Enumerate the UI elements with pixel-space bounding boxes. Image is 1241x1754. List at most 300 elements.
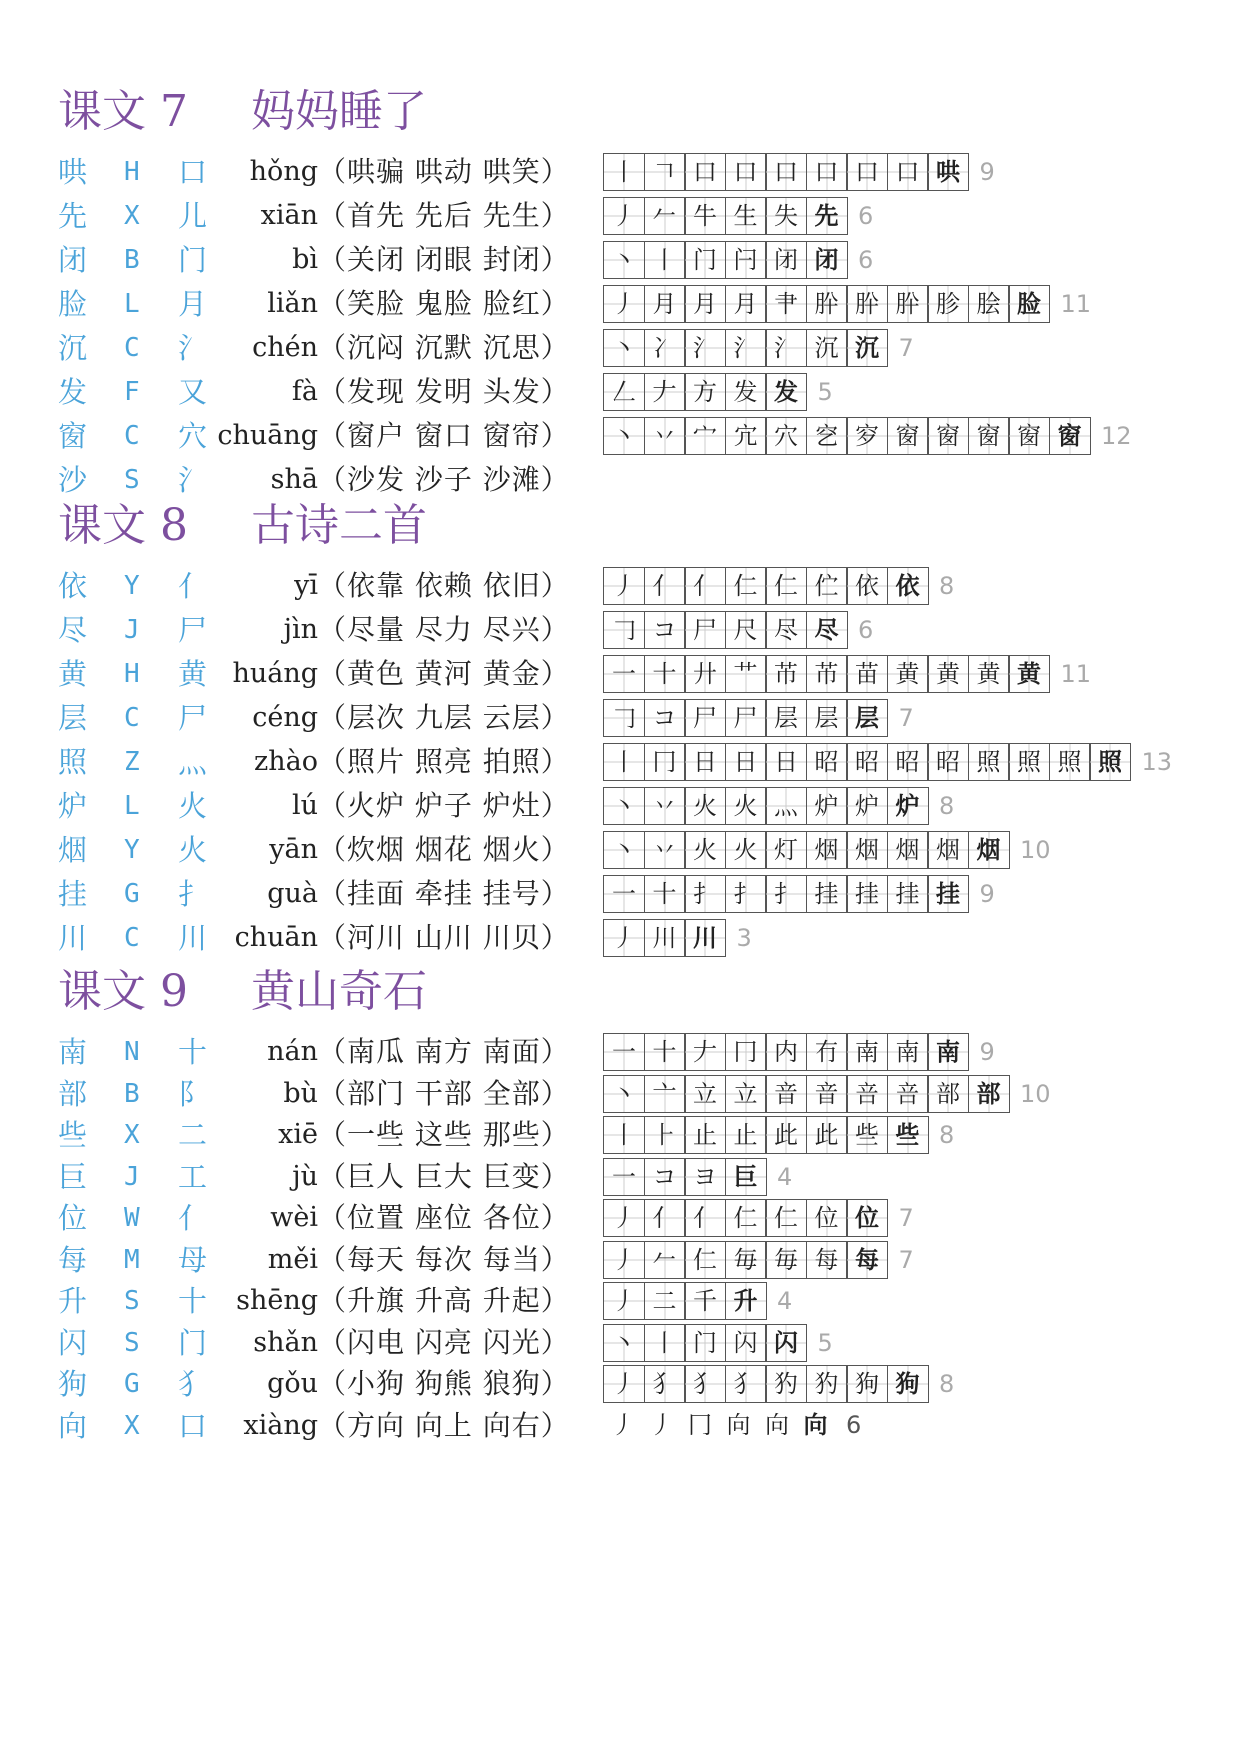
stroke-box: 穴 [765, 417, 807, 455]
stroke-box: 川 [684, 919, 726, 957]
stroke-box: 依 [887, 567, 929, 605]
stroke-box: 南 [846, 1033, 888, 1071]
character: 部 [58, 1076, 88, 1111]
lesson-title [58, 960, 1208, 1024]
pinyin: céng [252, 702, 318, 733]
stroke-count: 7 [898, 334, 914, 362]
pinyin-initial: X [124, 1120, 140, 1150]
stroke-box: 艹 [725, 655, 767, 693]
pinyin-initial: G [124, 1369, 140, 1399]
radical: 犭 [178, 1367, 208, 1401]
example-words: （照片 照亮 拍照） [318, 745, 570, 778]
stroke-box: 脸 [1008, 285, 1050, 323]
stroke-box: 丿 [603, 1365, 645, 1403]
stroke-box: 口 [725, 153, 767, 191]
stroke-count: 9 [979, 880, 995, 908]
stroke-box: 丿 [603, 919, 645, 957]
pinyin-initial: B [124, 245, 140, 275]
stroke-box: 十 [644, 875, 686, 913]
pinyin: lú [291, 790, 318, 821]
stroke-box: 亻 [684, 1199, 726, 1237]
stroke-box: 每 [846, 1241, 888, 1279]
stroke-box: 廾 [684, 655, 726, 693]
lesson-title [58, 494, 1208, 558]
pinyin-initial: C [124, 923, 140, 953]
stroke-box: 月 [644, 285, 686, 323]
character-row [58, 1196, 1208, 1238]
pinyin: fà [291, 376, 318, 407]
stroke-box: 口 [806, 153, 848, 191]
stroke-box: 丶 [603, 787, 645, 825]
stroke-box: 南 [927, 1033, 969, 1071]
character: 脸 [58, 287, 88, 321]
stroke-count: 9 [979, 1038, 995, 1066]
stroke-box: 丿 [649, 1410, 674, 1439]
radical: 阝 [178, 1076, 208, 1111]
stroke-count: 7 [898, 1204, 914, 1232]
example-words: （每天 每次 每当） [318, 1242, 570, 1276]
example-words: （炊烟 烟花 烟火） [318, 833, 570, 866]
stroke-count: 8 [939, 792, 955, 820]
lesson-9-section [58, 960, 1208, 1445]
radical: 亻 [178, 569, 208, 603]
character-row [58, 916, 1208, 960]
pinyin-initial: C [124, 421, 140, 451]
stroke-box: 冂 [644, 743, 686, 781]
lesson-7-section [58, 80, 1208, 502]
stroke-box: 口 [765, 153, 807, 191]
stroke-count: 7 [898, 1245, 914, 1274]
stroke-box: 日 [725, 743, 767, 781]
stroke-box: 火 [684, 831, 726, 869]
pinyin-initial: Z [124, 747, 140, 777]
stroke-count: 8 [939, 1121, 955, 1149]
radical: 火 [178, 789, 208, 823]
stroke-box: 𠃌 [603, 699, 645, 737]
stroke-box: ヨ [684, 1158, 726, 1196]
lesson-name: 妈妈睡了 [251, 86, 427, 137]
stroke-box: 炉 [846, 787, 888, 825]
stroke-box: 闪 [725, 1324, 767, 1362]
stroke-order [603, 919, 752, 957]
stroke-count: 3 [736, 924, 752, 952]
pinyin: jù [292, 1160, 318, 1192]
stroke-box: 仁 [725, 567, 767, 605]
stroke-box: 火 [725, 831, 767, 869]
stroke-box: 黄 [1008, 655, 1050, 693]
character-row [58, 696, 1208, 740]
stroke-box: 些 [846, 1116, 888, 1154]
stroke-box: 位 [806, 1199, 848, 1237]
stroke-order [603, 567, 954, 605]
stroke-box: 芇 [806, 655, 848, 693]
stroke-order [603, 1282, 792, 1320]
stroke-box: 窗 [1008, 417, 1050, 455]
stroke-box: 尺 [725, 611, 767, 649]
stroke-box: 二 [644, 1282, 686, 1320]
stroke-box: 𠃍 [644, 153, 686, 191]
stroke-box: 仁 [765, 567, 807, 605]
radical: 灬 [178, 745, 208, 779]
stroke-box: 丨 [644, 1324, 686, 1362]
stroke-box: 𠂇 [684, 1033, 726, 1071]
pinyin: shā [270, 464, 318, 495]
character-row [58, 652, 1208, 696]
stroke-box: 伫 [806, 567, 848, 605]
example-words: （河川 山川 川贝） [318, 921, 570, 954]
pinyin: zhào [254, 746, 318, 777]
stroke-count: 11 [1060, 290, 1092, 318]
stroke-count: 6 [858, 246, 874, 274]
stroke-box: 仁 [725, 1199, 767, 1237]
pinyin: xiē [278, 1119, 318, 1150]
stroke-count: 10 [1020, 836, 1051, 864]
stroke-box: 昭 [806, 743, 848, 781]
stroke-box: 灬 [765, 787, 807, 825]
character-row [58, 1404, 1208, 1446]
stroke-box: 位 [846, 1199, 888, 1237]
stroke-box: 狗 [846, 1365, 888, 1403]
radical: 工 [178, 1159, 208, 1194]
character: 每 [58, 1242, 88, 1277]
stroke-box: 氵 [725, 329, 767, 367]
stroke-box: 巨 [725, 1158, 767, 1196]
pinyin: bù [283, 1077, 318, 1109]
stroke-box: 先 [806, 197, 848, 235]
pinyin: chuāng [217, 420, 318, 451]
stroke-box: 闪 [765, 1324, 807, 1362]
character-row [58, 1238, 1208, 1280]
pinyin: chén [252, 332, 318, 363]
stroke-order [603, 743, 1172, 781]
stroke-box: 升 [725, 1282, 767, 1320]
pinyin-initial: X [124, 1410, 140, 1441]
stroke-box: 止 [684, 1116, 726, 1154]
example-words: （笑脸 鬼脸 脸红） [318, 287, 570, 320]
pinyin-initial: S [124, 1327, 140, 1358]
stroke-box: 发 [765, 373, 807, 411]
example-words: （沉闷 沉默 沉思） [318, 331, 570, 364]
stroke-box: 咅 [887, 1075, 929, 1113]
stroke-box: 些 [887, 1116, 929, 1154]
stroke-count: 9 [979, 158, 995, 186]
character-row [58, 564, 1208, 608]
character: 南 [58, 1035, 88, 1069]
stroke-box: 灯 [765, 831, 807, 869]
pinyin: xiān [260, 200, 318, 231]
character-row [58, 370, 1208, 414]
stroke-count: 8 [939, 572, 955, 600]
lesson-number: 课文 9 [58, 966, 188, 1017]
stroke-box: 冇 [806, 1033, 848, 1071]
stroke-box: 一 [603, 1158, 645, 1196]
stroke-box: 烟 [806, 831, 848, 869]
stroke-box: 日 [684, 743, 726, 781]
stroke-box: 丿 [603, 567, 645, 605]
stroke-box: 窗 [968, 417, 1010, 455]
stroke-box: 毎 [765, 1241, 807, 1279]
stroke-box: 冫 [644, 329, 686, 367]
stroke-order [603, 197, 873, 235]
stroke-box: 一 [603, 875, 645, 913]
radical: 黄 [178, 657, 208, 691]
pinyin: liǎn [267, 288, 318, 319]
stroke-box: 肸 [846, 285, 888, 323]
stroke-count: 13 [1141, 748, 1173, 776]
character: 黄 [58, 657, 88, 691]
stroke-box: 火 [684, 787, 726, 825]
stroke-box: 脍 [968, 285, 1010, 323]
pinyin-initial: C [124, 703, 140, 733]
stroke-box: 方 [684, 373, 726, 411]
stroke-count: 10 [1020, 1079, 1051, 1108]
stroke-box: 昭 [846, 743, 888, 781]
stroke-box: 丷 [644, 831, 686, 869]
stroke-box: 哄 [927, 153, 969, 191]
radical: 火 [178, 833, 208, 867]
character: 些 [58, 1118, 88, 1152]
character: 层 [58, 701, 88, 735]
stroke-box: 音 [806, 1075, 848, 1113]
stroke-order [603, 417, 1132, 455]
stroke-order [603, 655, 1091, 693]
lesson-title [58, 80, 1208, 144]
example-words: （南瓜 南方 南面） [318, 1035, 570, 1068]
stroke-box: 亠 [644, 1075, 686, 1113]
pinyin-initial: L [124, 289, 140, 319]
stroke-box: 层 [765, 699, 807, 737]
pinyin: wèi [270, 1202, 318, 1233]
stroke-box: 闭 [806, 241, 848, 279]
character: 沉 [58, 331, 88, 365]
stroke-box: 黄 [968, 655, 1010, 693]
stroke-box: 𠂉 [644, 1241, 686, 1279]
stroke-order [603, 1199, 914, 1237]
character: 烟 [58, 833, 88, 867]
pinyin: yī [294, 570, 318, 601]
stroke-count: 6 [846, 1410, 862, 1439]
lesson-number: 课文 7 [58, 86, 188, 137]
stroke-box: 丿 [603, 1241, 645, 1279]
example-words: （闪电 闪亮 闪光） [318, 1325, 570, 1359]
stroke-order [603, 1033, 995, 1071]
stroke-box: 千 [684, 1282, 726, 1320]
stroke-box: 亻 [684, 567, 726, 605]
stroke-box: 沉 [846, 329, 888, 367]
example-words: （哄骗 哄动 哄笑） [318, 155, 570, 188]
stroke-box: 窗 [1049, 417, 1091, 455]
stroke-box: 冂 [725, 1033, 767, 1071]
pinyin: guà [267, 878, 318, 909]
stroke-box: 宂 [725, 417, 767, 455]
character-row [58, 608, 1208, 652]
stroke-box: 犳 [765, 1365, 807, 1403]
stroke-box: 照 [1089, 743, 1131, 781]
example-words: （层次 九层 云层） [318, 701, 570, 734]
stroke-order [603, 875, 995, 913]
lesson-8-section [58, 494, 1208, 960]
stroke-box: 丿 [603, 197, 645, 235]
pinyin: hǒng [249, 156, 318, 187]
stroke-order [603, 1116, 954, 1154]
stroke-order [603, 329, 914, 367]
stroke-box: 闭 [765, 241, 807, 279]
stroke-box: 氵 [765, 329, 807, 367]
example-words: （关闭 闭眼 封闭） [318, 243, 570, 276]
pinyin-initial: X [124, 201, 140, 231]
radical: 川 [178, 921, 208, 955]
stroke-box: 部 [927, 1075, 969, 1113]
stroke-box: 仁 [765, 1199, 807, 1237]
stroke-box: 向 [765, 1410, 789, 1439]
pinyin-initial: H [124, 157, 140, 187]
stroke-box: 仁 [684, 1241, 726, 1279]
radical: 亻 [178, 1201, 208, 1235]
lesson-number: 课文 8 [58, 500, 188, 551]
stroke-box: 照 [1049, 743, 1091, 781]
character-row [58, 1321, 1208, 1363]
stroke-box: 犭 [684, 1365, 726, 1403]
stroke-box: 𠃋 [603, 373, 645, 411]
stroke-box: 挂 [887, 875, 929, 913]
stroke-box: 丨 [603, 1116, 645, 1154]
stroke-box: 生 [725, 197, 767, 235]
example-words: （小狗 狗熊 狼狗） [318, 1367, 570, 1400]
stroke-box: 层 [846, 699, 888, 737]
pinyin: shēng [236, 1285, 318, 1316]
character: 川 [58, 921, 88, 955]
example-words: （一些 这些 那些） [318, 1118, 570, 1151]
character: 闪 [58, 1325, 88, 1360]
pinyin-initial: B [124, 1078, 140, 1109]
stroke-box: 月 [684, 285, 726, 323]
stroke-order [603, 787, 954, 825]
stroke-box: 丨 [644, 241, 686, 279]
stroke-box: 丿 [603, 1282, 645, 1320]
stroke-order [603, 1324, 833, 1362]
character: 哄 [58, 155, 88, 189]
stroke-box: 扌 [684, 875, 726, 913]
stroke-box: 亻 [644, 1199, 686, 1237]
radical: 母 [178, 1242, 208, 1277]
example-words: （窗户 窗口 窗帘） [318, 419, 570, 452]
stroke-count: 7 [898, 704, 914, 732]
stroke-box: 挂 [846, 875, 888, 913]
stroke-box: 犭 [644, 1365, 686, 1403]
stroke-box: 烟 [968, 831, 1010, 869]
character-row [58, 1030, 1208, 1072]
stroke-box: 丶 [603, 241, 645, 279]
stroke-order [603, 699, 914, 737]
radical: 二 [178, 1118, 208, 1152]
pinyin: huáng [232, 658, 318, 689]
stroke-box: 胗 [927, 285, 969, 323]
radical: 门 [178, 1325, 208, 1360]
example-words: （首先 先后 先生） [318, 199, 570, 232]
stroke-box: 丶 [603, 329, 645, 367]
character: 狗 [58, 1367, 88, 1401]
stroke-count: 4 [777, 1287, 793, 1315]
stroke-box: 扌 [725, 875, 767, 913]
pinyin-initial: L [124, 791, 140, 821]
character: 发 [58, 375, 88, 409]
stroke-count: 11 [1060, 660, 1092, 688]
stroke-count: 12 [1101, 422, 1132, 450]
pinyin-initial: C [124, 333, 140, 363]
stroke-box: 口 [684, 153, 726, 191]
stroke-box: 氵 [684, 329, 726, 367]
stroke-order [603, 241, 873, 279]
character-row [58, 414, 1208, 458]
radical: 尸 [178, 701, 208, 735]
stroke-box: 牛 [684, 197, 726, 235]
character: 先 [58, 199, 88, 233]
stroke-box: 犳 [806, 1365, 848, 1403]
stroke-box: 尸 [684, 699, 726, 737]
character-row [58, 740, 1208, 784]
stroke-box: 日 [765, 743, 807, 781]
character-row [58, 194, 1208, 238]
character: 挂 [58, 877, 88, 911]
stroke-box: 每 [806, 1241, 848, 1279]
stroke-box: 照 [968, 743, 1010, 781]
stroke-box: 炉 [887, 787, 929, 825]
stroke-box: コ [644, 699, 686, 737]
stroke-box: 内 [765, 1033, 807, 1071]
character: 窗 [58, 419, 88, 453]
pinyin-initial: J [124, 615, 140, 645]
stroke-box: コ [644, 611, 686, 649]
stroke-box: 𠃌 [603, 611, 645, 649]
stroke-box: 一 [603, 655, 645, 693]
stroke-box: 川 [644, 919, 686, 957]
pinyin: bì [292, 244, 318, 275]
stroke-order [603, 373, 833, 411]
pinyin-initial: M [124, 1244, 140, 1275]
character-row [58, 784, 1208, 828]
stroke-box: 肸 [887, 285, 929, 323]
character: 沙 [58, 463, 88, 497]
stroke-order [603, 1075, 1051, 1113]
stroke-box: 门 [684, 1324, 726, 1362]
character-row [58, 828, 1208, 872]
stroke-box: 丿 [603, 1199, 645, 1237]
stroke-box: 音 [765, 1075, 807, 1113]
stroke-box: 止 [725, 1116, 767, 1154]
stroke-box: 穵 [806, 417, 848, 455]
lesson-name: 古诗二首 [251, 500, 427, 551]
stroke-order [603, 1241, 914, 1279]
pinyin-initial: Y [124, 835, 140, 865]
radical: 扌 [178, 877, 208, 911]
stroke-box: 丶 [603, 831, 645, 869]
example-words: （位置 座位 各位） [318, 1201, 570, 1234]
radical: 尸 [178, 613, 208, 647]
stroke-box: 挂 [806, 875, 848, 913]
radical: 穴 [178, 419, 208, 453]
lesson-name: 黄山奇石 [251, 966, 427, 1017]
stroke-box: 昭 [887, 743, 929, 781]
stroke-box: 月 [725, 285, 767, 323]
stroke-box: 丷 [644, 787, 686, 825]
stroke-order [603, 831, 1051, 869]
stroke-box: 肸 [806, 285, 848, 323]
pinyin-initial: N [124, 1037, 140, 1067]
character-row [58, 1279, 1208, 1321]
example-words: （火炉 炉子 炉灶） [318, 789, 570, 822]
radical: 儿 [178, 199, 208, 233]
stroke-box: 口 [887, 153, 929, 191]
